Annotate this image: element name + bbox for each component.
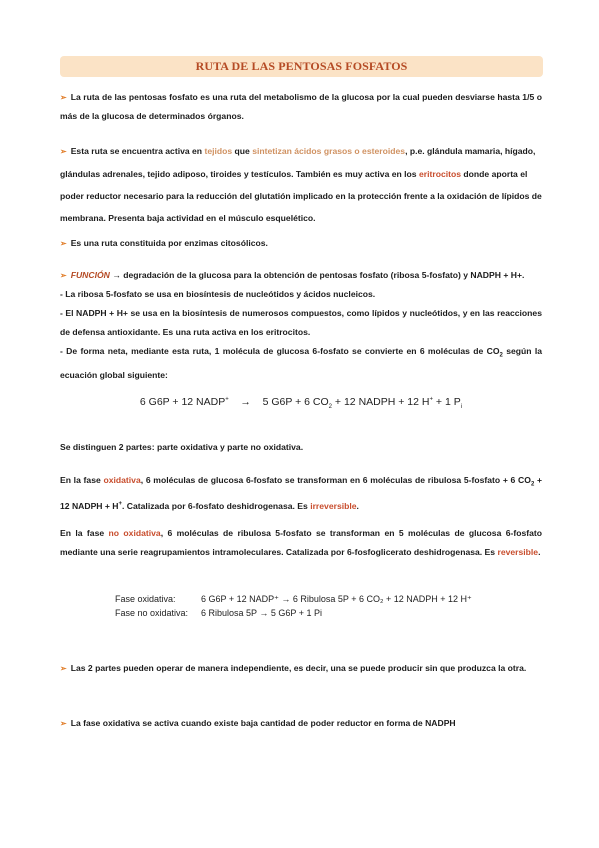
non-oxidative-row: Fase no oxidativa: 6 Ribulosa 5P → 5 G6P + 1 Pi <box>115 608 322 618</box>
highlight-sintetizan: sintetizan ácidos grasos o esteroides <box>252 146 406 156</box>
paragraph-independent: ➢ Las 2 partes pueden operar de manera independiente, es decir, una se puede producir sin que produzca la otra. <box>60 663 527 673</box>
highlight-reversible: reversible <box>497 547 539 557</box>
function-arrow-icon: → <box>112 270 121 280</box>
paragraph-intro: ➢ La ruta de las pentosas fosfato es una ruta del metabolismo de la glucosa por la cual pueden desviarse hasta 1/5 o más de la glucosa de determinados órganos. <box>60 92 542 121</box>
highlight-no-oxidativa: no oxidativa <box>108 528 161 538</box>
paragraph-enzymes: ➢ Es una ruta constituida por enzimas citosólicos. <box>60 238 268 248</box>
bullet-arrow-icon: ➢ <box>60 147 67 156</box>
page-title: RUTA DE LAS PENTOSAS FOSFATOS <box>195 59 408 73</box>
highlight-oxidativa: oxidativa <box>103 475 141 485</box>
phase-equations <box>115 592 472 620</box>
paragraph-two-parts: Se distinguen 2 partes: parte oxidativa y parte no oxidativa. <box>60 442 304 452</box>
paragraph-activation: ➢ La fase oxidativa se activa cuando existe baja cantidad de poder reductor en forma de NADPH <box>60 718 456 728</box>
paragraph-non-oxidative: En la fase no oxidativa, 6 moléculas de ribulosa 5-fosfato se transforman en 5 moléculas de glucosa 6-fosfato mediante una serie reagrupamientos intramoleculares. Catalizada por 6-fosfoglicerato deshidrogenasa. Es reversible. <box>60 528 543 557</box>
paragraph-function: ➢ FUNCIÓN → degradación de la glucosa para la obtención de pentosas fosfato (ribosa 5-fosfato) y NADPH + H+. - La ribosa 5-fosfato se usa en biosíntesis de nucleótidos y ácidos nucleicos. - El NADPH + H+ se usa en la biosíntesis de numerosos compuestos, como lípidos y nucleótidos, y en las reacciones de defensa antioxidante. Es una ruta activa en los eritrocitos. - De forma neta, mediante esta ruta, 1 molécula de glucosa 6-fosfato se convierte en 6 moléculas de $CO_2$ según la ecuación global siguiente: <box>60 270 542 380</box>
highlight-eritrocitos: eritrocitos <box>418 169 462 179</box>
title-banner <box>60 56 543 77</box>
bullet-arrow-icon: ➢ <box>60 271 67 280</box>
global-equation: 6 G6P + 12 NADP+ → 5 G6P + 6 $CO_2 + 12$ NADPH + 12 H+ + 1 $P_i$ <box>139 396 463 411</box>
bullet-arrow-icon: ➢ <box>60 664 67 673</box>
highlight-tejidos: tejidos <box>204 146 233 156</box>
paragraph-oxidative: En la fase oxidativa, 6 moléculas de glucosa 6-fosfato se transforman en 6 moléculas de ribulosa 5-fosfato + 6 $CO_2 + 12$ NADPH + H+. Catalizada por 6-fosfato deshidrogenasa. Es irreversible. <box>60 475 543 511</box>
highlight-irreversible: irreversible <box>310 500 357 511</box>
bullet-arrow-icon: ➢ <box>60 719 67 728</box>
oxidative-row: Fase oxidativa: 6 G6P + 12 NADP⁺ → 6 Ribulosa 5P + 6 CO₂ + 12 NADPH + 12 H⁺ <box>115 594 472 604</box>
reaction-arrow-icon: → <box>240 396 251 408</box>
paragraph-tissues: ➢ Esta ruta se encuentra activa en tejidos que sintetizan ácidos grasos o esteroides, p.e. glándula mamaria, hígado, glándulas adrenales, tejido adiposo, tiroides y testículos. También es muy activa en los eritrocitos donde aporta el poder reductor necesario para la reducción del glutatión implicado en la protección frente a la oxidación de lípidos de membrana. Presenta baja actividad en el músculo esquelético. <box>60 146 542 223</box>
bullet-arrow-icon: ➢ <box>60 93 67 102</box>
bullet-arrow-icon: ➢ <box>60 239 67 248</box>
function-label: FUNCIÓN <box>70 270 110 280</box>
